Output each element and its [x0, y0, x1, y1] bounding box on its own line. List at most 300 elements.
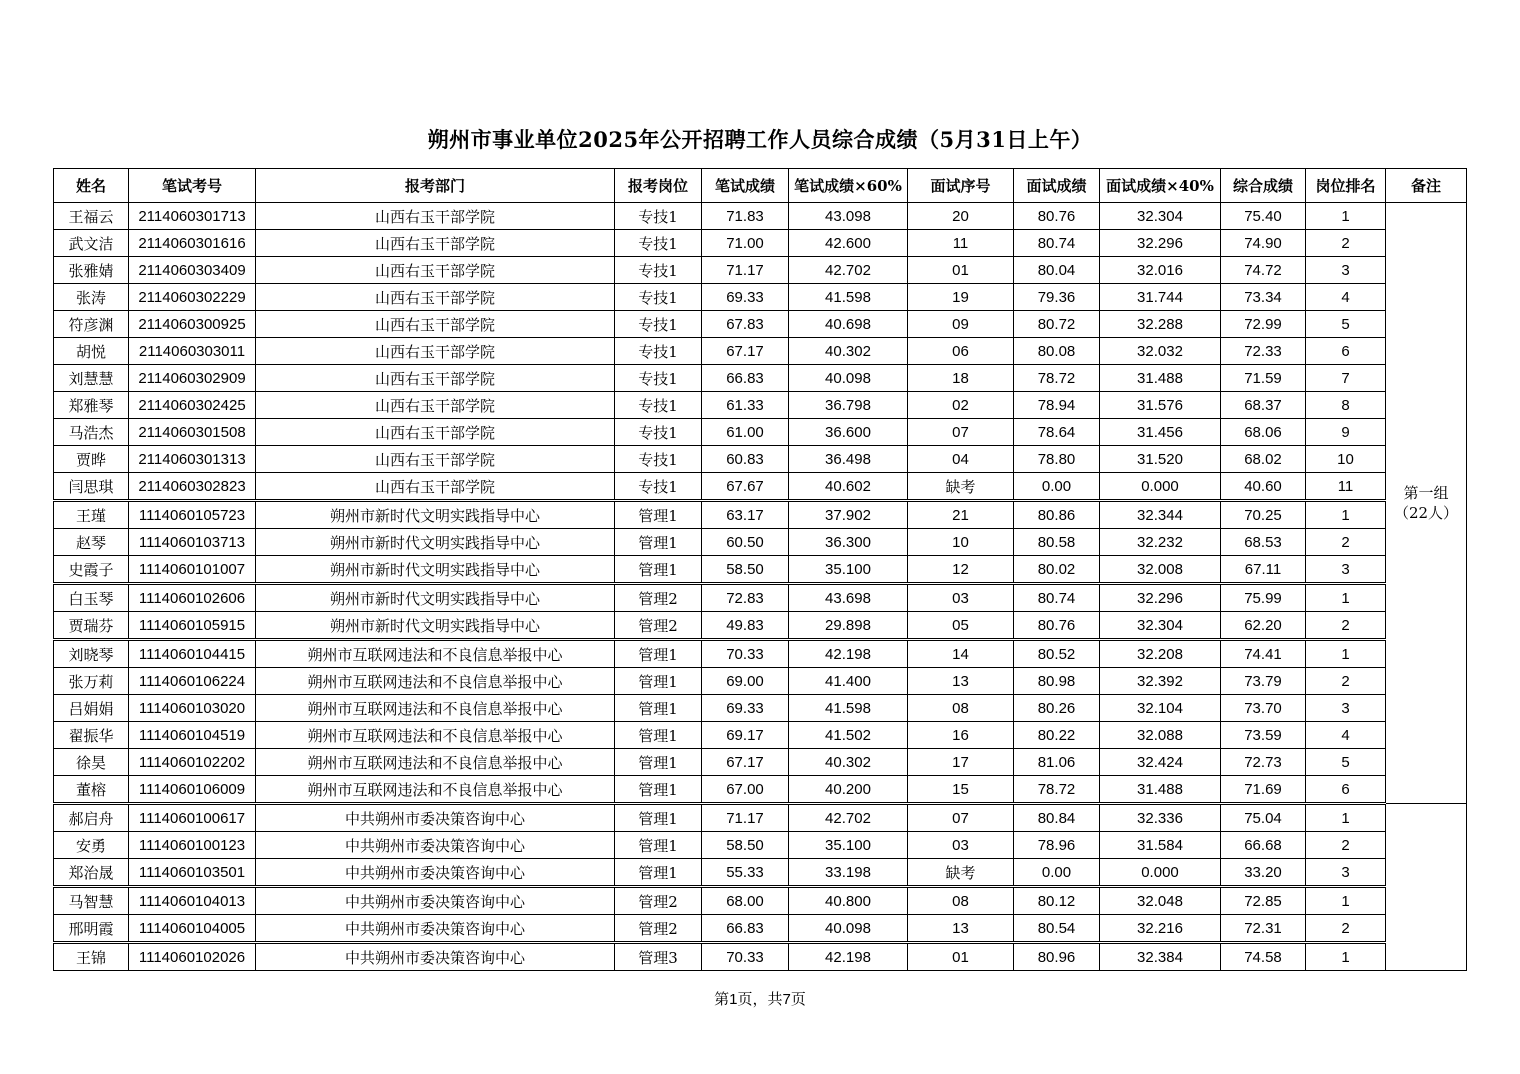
cell-rank: 5 — [1306, 311, 1386, 338]
score-table — [53, 168, 1467, 971]
cell-interview-40: 32.232 — [1100, 529, 1221, 556]
cell-interview-order: 07 — [908, 419, 1014, 446]
cell-name: 刘晓琴 — [54, 640, 129, 668]
cell-exam-id: 1114060106009 — [129, 776, 256, 804]
cell-written-60: 33.198 — [789, 859, 908, 887]
cell-total-score: 75.40 — [1221, 203, 1306, 230]
cell-exam-id: 2114060303409 — [129, 257, 256, 284]
cell-name: 郝启舟 — [54, 804, 129, 832]
cell-written-score: 55.33 — [702, 859, 789, 887]
cell-interview-order: 20 — [908, 203, 1014, 230]
cell-position: 管理2 — [615, 915, 702, 943]
cell-position: 管理1 — [615, 695, 702, 722]
cell-written-score: 66.83 — [702, 915, 789, 943]
cell-written-score: 67.00 — [702, 776, 789, 804]
cell-position: 专技1 — [615, 311, 702, 338]
remark-group-label: 第一组 — [1403, 484, 1449, 502]
cell-interview-40: 32.048 — [1100, 887, 1221, 915]
cell-written-60: 41.400 — [789, 668, 908, 695]
cell-department: 朔州市新时代文明实践指导中心 — [256, 612, 615, 640]
cell-department: 山西右玉干部学院 — [256, 392, 615, 419]
header-position: 报考岗位 — [615, 169, 702, 203]
cell-rank: 4 — [1306, 284, 1386, 311]
header-interview-score: 面试成绩 — [1014, 169, 1100, 203]
cell-written-60: 36.498 — [789, 446, 908, 473]
cell-rank: 3 — [1306, 257, 1386, 284]
cell-exam-id: 1114060103713 — [129, 529, 256, 556]
cell-written-score: 69.17 — [702, 722, 789, 749]
table-row — [54, 338, 1467, 365]
cell-interview-order: 03 — [908, 584, 1014, 612]
cell-interview-order: 01 — [908, 257, 1014, 284]
cell-department: 朔州市新时代文明实践指导中心 — [256, 584, 615, 612]
cell-department: 朔州市互联网违法和不良信息举报中心 — [256, 722, 615, 749]
cell-position: 专技1 — [615, 230, 702, 257]
cell-name: 符彦渊 — [54, 311, 129, 338]
cell-position: 管理1 — [615, 501, 702, 529]
cell-rank: 9 — [1306, 419, 1386, 446]
cell-department: 朔州市互联网违法和不良信息举报中心 — [256, 668, 615, 695]
cell-department: 中共朔州市委决策咨询中心 — [256, 915, 615, 943]
cell-interview-score: 78.72 — [1014, 776, 1100, 804]
cell-rank: 2 — [1306, 230, 1386, 257]
cell-interview-40: 31.488 — [1100, 776, 1221, 804]
cell-interview-40: 31.456 — [1100, 419, 1221, 446]
cell-position: 专技1 — [615, 419, 702, 446]
cell-interview-order: 21 — [908, 501, 1014, 529]
cell-interview-order: 15 — [908, 776, 1014, 804]
cell-interview-score: 80.26 — [1014, 695, 1100, 722]
cell-interview-score: 78.72 — [1014, 365, 1100, 392]
cell-name: 史霞子 — [54, 556, 129, 584]
cell-rank: 2 — [1306, 668, 1386, 695]
table-row — [54, 668, 1467, 695]
cell-rank: 6 — [1306, 338, 1386, 365]
cell-rank: 1 — [1306, 804, 1386, 832]
cell-interview-order: 08 — [908, 887, 1014, 915]
cell-position: 专技1 — [615, 257, 702, 284]
cell-total-score: 74.72 — [1221, 257, 1306, 284]
cell-rank: 3 — [1306, 859, 1386, 887]
cell-written-60: 42.702 — [789, 257, 908, 284]
cell-written-60: 35.100 — [789, 832, 908, 859]
cell-interview-40: 32.384 — [1100, 943, 1221, 971]
cell-remark — [1386, 804, 1467, 971]
table-body — [54, 203, 1467, 971]
cell-total-score: 70.25 — [1221, 501, 1306, 529]
footer-prefix: 第 — [714, 990, 730, 1008]
cell-written-score: 49.83 — [702, 612, 789, 640]
cell-interview-score: 0.00 — [1014, 473, 1100, 501]
cell-interview-order: 16 — [908, 722, 1014, 749]
cell-interview-order: 06 — [908, 338, 1014, 365]
cell-position: 管理1 — [615, 722, 702, 749]
table-row — [54, 943, 1467, 971]
cell-interview-score: 80.84 — [1014, 804, 1100, 832]
cell-name: 郑雅琴 — [54, 392, 129, 419]
cell-interview-order: 05 — [908, 612, 1014, 640]
table-row — [54, 446, 1467, 473]
cell-written-score: 71.17 — [702, 257, 789, 284]
cell-total-score: 72.33 — [1221, 338, 1306, 365]
cell-written-score: 70.33 — [702, 943, 789, 971]
cell-department: 中共朔州市委决策咨询中心 — [256, 832, 615, 859]
cell-position: 专技1 — [615, 338, 702, 365]
cell-exam-id: 2114060303011 — [129, 338, 256, 365]
cell-written-score: 60.50 — [702, 529, 789, 556]
cell-interview-score: 79.36 — [1014, 284, 1100, 311]
cell-position: 专技1 — [615, 392, 702, 419]
cell-written-score: 70.33 — [702, 640, 789, 668]
cell-total-score: 72.99 — [1221, 311, 1306, 338]
cell-rank: 3 — [1306, 695, 1386, 722]
cell-written-60: 40.698 — [789, 311, 908, 338]
cell-interview-40: 32.208 — [1100, 640, 1221, 668]
header-exam-id: 笔试考号 — [129, 169, 256, 203]
cell-interview-score: 80.52 — [1014, 640, 1100, 668]
cell-position: 管理1 — [615, 749, 702, 776]
table-row — [54, 257, 1467, 284]
cell-interview-score: 78.64 — [1014, 419, 1100, 446]
header-department: 报考部门 — [256, 169, 615, 203]
cell-interview-score: 80.04 — [1014, 257, 1100, 284]
header-rank: 岗位排名 — [1306, 169, 1386, 203]
cell-written-score: 72.83 — [702, 584, 789, 612]
cell-interview-score: 81.06 — [1014, 749, 1100, 776]
cell-written-60: 42.600 — [789, 230, 908, 257]
cell-rank: 2 — [1306, 832, 1386, 859]
cell-department: 朔州市新时代文明实践指导中心 — [256, 529, 615, 556]
cell-interview-score: 80.76 — [1014, 203, 1100, 230]
cell-interview-score: 80.58 — [1014, 529, 1100, 556]
cell-interview-40: 32.296 — [1100, 584, 1221, 612]
cell-interview-score: 80.54 — [1014, 915, 1100, 943]
cell-written-60: 42.198 — [789, 943, 908, 971]
cell-interview-score: 80.86 — [1014, 501, 1100, 529]
cell-exam-id: 1114060105723 — [129, 501, 256, 529]
cell-position: 管理2 — [615, 887, 702, 915]
cell-written-60: 40.602 — [789, 473, 908, 501]
cell-written-score: 67.83 — [702, 311, 789, 338]
cell-written-60: 40.098 — [789, 365, 908, 392]
header-name: 姓名 — [54, 169, 129, 203]
cell-written-score: 67.17 — [702, 338, 789, 365]
cell-written-score: 60.83 — [702, 446, 789, 473]
cell-exam-id: 2114060300925 — [129, 311, 256, 338]
cell-name: 王锦 — [54, 943, 129, 971]
table-row — [54, 612, 1467, 640]
cell-name: 王福云 — [54, 203, 129, 230]
table-row — [54, 695, 1467, 722]
cell-total-score: 73.79 — [1221, 668, 1306, 695]
cell-exam-id: 1114060105915 — [129, 612, 256, 640]
cell-department: 山西右玉干部学院 — [256, 230, 615, 257]
cell-interview-40: 32.088 — [1100, 722, 1221, 749]
cell-written-60: 36.798 — [789, 392, 908, 419]
footer-suffix: 页 — [790, 990, 806, 1008]
cell-exam-id: 1114060102606 — [129, 584, 256, 612]
header-total-score: 综合成绩 — [1221, 169, 1306, 203]
cell-total-score: 68.02 — [1221, 446, 1306, 473]
cell-written-score: 58.50 — [702, 556, 789, 584]
cell-interview-40: 31.584 — [1100, 832, 1221, 859]
cell-interview-40: 32.296 — [1100, 230, 1221, 257]
footer-page-number: 1 — [729, 991, 738, 1008]
footer-total-pages: 7 — [782, 991, 791, 1008]
cell-interview-order: 08 — [908, 695, 1014, 722]
cell-interview-40: 32.016 — [1100, 257, 1221, 284]
table-row — [54, 365, 1467, 392]
cell-name: 张涛 — [54, 284, 129, 311]
cell-exam-id: 2114060302823 — [129, 473, 256, 501]
cell-exam-id: 1114060100617 — [129, 804, 256, 832]
cell-exam-id: 1114060103501 — [129, 859, 256, 887]
cell-department: 朔州市互联网违法和不良信息举报中心 — [256, 640, 615, 668]
cell-total-score: 72.31 — [1221, 915, 1306, 943]
cell-interview-40: 32.392 — [1100, 668, 1221, 695]
cell-position: 专技1 — [615, 203, 702, 230]
cell-interview-score: 78.94 — [1014, 392, 1100, 419]
cell-interview-order: 缺考 — [908, 473, 1014, 501]
cell-interview-order: 13 — [908, 668, 1014, 695]
cell-interview-score: 80.08 — [1014, 338, 1100, 365]
cell-interview-score: 80.12 — [1014, 887, 1100, 915]
header-interview-order: 面试序号 — [908, 169, 1014, 203]
cell-name: 胡悦 — [54, 338, 129, 365]
cell-department: 山西右玉干部学院 — [256, 203, 615, 230]
cell-written-60: 35.100 — [789, 556, 908, 584]
cell-interview-order: 14 — [908, 640, 1014, 668]
cell-total-score: 68.37 — [1221, 392, 1306, 419]
cell-written-score: 61.00 — [702, 419, 789, 446]
table-row — [54, 584, 1467, 612]
cell-written-60: 29.898 — [789, 612, 908, 640]
cell-written-60: 41.598 — [789, 695, 908, 722]
cell-rank: 2 — [1306, 915, 1386, 943]
cell-rank: 1 — [1306, 887, 1386, 915]
cell-name: 贾晔 — [54, 446, 129, 473]
table-row — [54, 776, 1467, 804]
cell-rank: 4 — [1306, 722, 1386, 749]
cell-total-score: 72.73 — [1221, 749, 1306, 776]
cell-department: 中共朔州市委决策咨询中心 — [256, 887, 615, 915]
cell-interview-40: 31.520 — [1100, 446, 1221, 473]
cell-interview-40: 32.424 — [1100, 749, 1221, 776]
cell-written-60: 40.800 — [789, 887, 908, 915]
cell-name: 安勇 — [54, 832, 129, 859]
cell-name: 邢明霞 — [54, 915, 129, 943]
cell-total-score: 75.04 — [1221, 804, 1306, 832]
cell-total-score: 73.34 — [1221, 284, 1306, 311]
cell-department: 朔州市互联网违法和不良信息举报中心 — [256, 749, 615, 776]
cell-rank: 10 — [1306, 446, 1386, 473]
table-row — [54, 859, 1467, 887]
cell-interview-40: 32.336 — [1100, 804, 1221, 832]
header-written-60: 笔试成绩×60% — [789, 169, 908, 203]
cell-interview-score: 80.74 — [1014, 230, 1100, 257]
cell-written-60: 40.302 — [789, 338, 908, 365]
cell-exam-id: 2114060302229 — [129, 284, 256, 311]
cell-total-score: 75.99 — [1221, 584, 1306, 612]
cell-interview-40: 32.304 — [1100, 612, 1221, 640]
cell-total-score: 40.60 — [1221, 473, 1306, 501]
cell-written-score: 66.83 — [702, 365, 789, 392]
cell-interview-score: 80.22 — [1014, 722, 1100, 749]
cell-interview-order: 04 — [908, 446, 1014, 473]
cell-interview-40: 32.216 — [1100, 915, 1221, 943]
cell-exam-id: 1114060104519 — [129, 722, 256, 749]
cell-exam-id: 2114060302425 — [129, 392, 256, 419]
table-row — [54, 419, 1467, 446]
cell-written-score: 69.00 — [702, 668, 789, 695]
cell-interview-order: 10 — [908, 529, 1014, 556]
table-row — [54, 749, 1467, 776]
cell-written-score: 68.00 — [702, 887, 789, 915]
table-row — [54, 311, 1467, 338]
cell-remark — [1386, 203, 1467, 804]
cell-total-score: 74.90 — [1221, 230, 1306, 257]
cell-written-60: 36.600 — [789, 419, 908, 446]
cell-interview-order: 19 — [908, 284, 1014, 311]
cell-name: 王瑾 — [54, 501, 129, 529]
cell-total-score: 74.58 — [1221, 943, 1306, 971]
cell-rank: 1 — [1306, 640, 1386, 668]
cell-exam-id: 2114060301713 — [129, 203, 256, 230]
table-row — [54, 284, 1467, 311]
cell-written-60: 41.502 — [789, 722, 908, 749]
cell-department: 朔州市互联网违法和不良信息举报中心 — [256, 776, 615, 804]
cell-total-score: 74.41 — [1221, 640, 1306, 668]
cell-exam-id: 1114060106224 — [129, 668, 256, 695]
cell-written-60: 43.698 — [789, 584, 908, 612]
cell-interview-40: 32.344 — [1100, 501, 1221, 529]
header-interview-40: 面试成绩×40% — [1100, 169, 1221, 203]
cell-rank: 6 — [1306, 776, 1386, 804]
cell-interview-40: 31.488 — [1100, 365, 1221, 392]
table-row — [54, 529, 1467, 556]
cell-written-60: 43.098 — [789, 203, 908, 230]
cell-written-60: 41.598 — [789, 284, 908, 311]
cell-total-score: 67.11 — [1221, 556, 1306, 584]
cell-exam-id: 1114060103020 — [129, 695, 256, 722]
cell-department: 中共朔州市委决策咨询中心 — [256, 943, 615, 971]
cell-written-score: 61.33 — [702, 392, 789, 419]
cell-exam-id: 1114060104005 — [129, 915, 256, 943]
cell-total-score: 68.53 — [1221, 529, 1306, 556]
table-row — [54, 501, 1467, 529]
cell-name: 赵琴 — [54, 529, 129, 556]
footer-middle: 页，共 — [737, 990, 783, 1008]
header-written-score: 笔试成绩 — [702, 169, 789, 203]
cell-name: 郑治晟 — [54, 859, 129, 887]
cell-written-score: 67.67 — [702, 473, 789, 501]
cell-position: 管理1 — [615, 640, 702, 668]
cell-total-score: 72.85 — [1221, 887, 1306, 915]
cell-name: 闫思琪 — [54, 473, 129, 501]
page-footer — [0, 988, 1520, 1009]
cell-rank: 2 — [1306, 529, 1386, 556]
cell-rank: 3 — [1306, 556, 1386, 584]
cell-department: 山西右玉干部学院 — [256, 446, 615, 473]
cell-written-60: 37.902 — [789, 501, 908, 529]
cell-total-score: 73.70 — [1221, 695, 1306, 722]
cell-rank: 11 — [1306, 473, 1386, 501]
cell-name: 白玉琴 — [54, 584, 129, 612]
cell-total-score: 71.59 — [1221, 365, 1306, 392]
cell-position: 专技1 — [615, 446, 702, 473]
cell-rank: 5 — [1306, 749, 1386, 776]
cell-position: 专技1 — [615, 365, 702, 392]
cell-written-score: 69.33 — [702, 695, 789, 722]
cell-written-60: 42.198 — [789, 640, 908, 668]
cell-name: 马浩杰 — [54, 419, 129, 446]
cell-name: 贾瑞芬 — [54, 612, 129, 640]
table-row — [54, 556, 1467, 584]
cell-interview-order: 18 — [908, 365, 1014, 392]
cell-department: 山西右玉干部学院 — [256, 338, 615, 365]
cell-written-score: 63.17 — [702, 501, 789, 529]
cell-rank: 1 — [1306, 584, 1386, 612]
cell-rank: 7 — [1306, 365, 1386, 392]
cell-name: 马智慧 — [54, 887, 129, 915]
cell-written-60: 36.300 — [789, 529, 908, 556]
cell-interview-40: 32.032 — [1100, 338, 1221, 365]
cell-written-score: 69.33 — [702, 284, 789, 311]
cell-interview-order: 13 — [908, 915, 1014, 943]
cell-interview-order: 01 — [908, 943, 1014, 971]
cell-written-score: 58.50 — [702, 832, 789, 859]
cell-interview-order: 缺考 — [908, 859, 1014, 887]
cell-exam-id: 2114060302909 — [129, 365, 256, 392]
header-row — [54, 169, 1467, 203]
cell-interview-score: 80.02 — [1014, 556, 1100, 584]
header-remark: 备注 — [1386, 169, 1467, 203]
cell-interview-score: 80.72 — [1014, 311, 1100, 338]
cell-department: 朔州市新时代文明实践指导中心 — [256, 556, 615, 584]
table-row — [54, 832, 1467, 859]
cell-position: 管理1 — [615, 529, 702, 556]
cell-written-60: 40.200 — [789, 776, 908, 804]
cell-rank: 1 — [1306, 501, 1386, 529]
cell-rank: 2 — [1306, 612, 1386, 640]
cell-exam-id: 1114060101007 — [129, 556, 256, 584]
page-title: 朔州市事业单位2025年公开招聘工作人员综合成绩（5月31日上午） — [427, 127, 1093, 152]
cell-total-score: 66.68 — [1221, 832, 1306, 859]
cell-position: 管理1 — [615, 859, 702, 887]
cell-written-score: 71.83 — [702, 203, 789, 230]
cell-department: 山西右玉干部学院 — [256, 365, 615, 392]
cell-interview-order: 03 — [908, 832, 1014, 859]
cell-written-60: 40.098 — [789, 915, 908, 943]
cell-interview-order: 02 — [908, 392, 1014, 419]
cell-name: 徐昊 — [54, 749, 129, 776]
cell-interview-40: 31.576 — [1100, 392, 1221, 419]
cell-rank: 1 — [1306, 203, 1386, 230]
cell-written-60: 40.302 — [789, 749, 908, 776]
table-row — [54, 203, 1467, 230]
cell-department: 中共朔州市委决策咨询中心 — [256, 859, 615, 887]
cell-interview-order: 11 — [908, 230, 1014, 257]
cell-department: 中共朔州市委决策咨询中心 — [256, 804, 615, 832]
cell-interview-score: 0.00 — [1014, 859, 1100, 887]
cell-position: 管理1 — [615, 804, 702, 832]
cell-name: 武文洁 — [54, 230, 129, 257]
cell-interview-40: 0.000 — [1100, 473, 1221, 501]
cell-exam-id: 2114060301616 — [129, 230, 256, 257]
cell-interview-score: 78.80 — [1014, 446, 1100, 473]
table-row — [54, 915, 1467, 943]
cell-name: 董榕 — [54, 776, 129, 804]
